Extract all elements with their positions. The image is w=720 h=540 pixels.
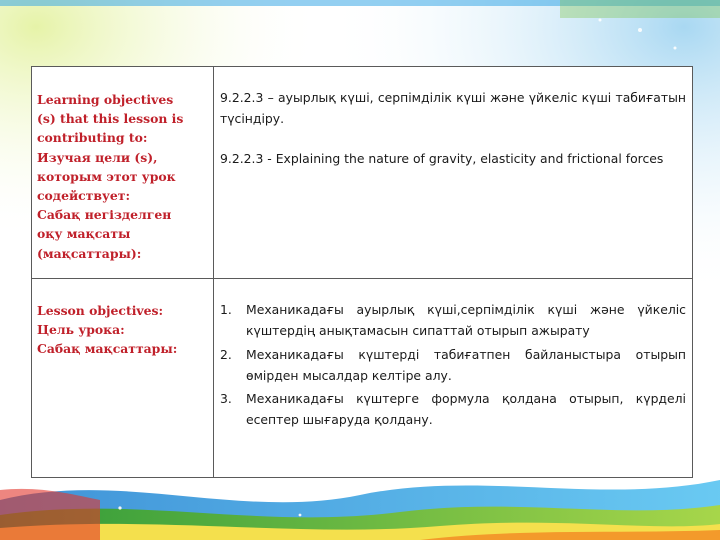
label-line: Lesson objectives:: [37, 303, 164, 318]
objective-english-text: 9.2.2.3 - Explaining the nature of gravity, elasticity and frictional forces: [220, 150, 664, 166]
objectives-list: [220, 299, 686, 431]
table-row: [32, 279, 693, 478]
objective-kazakh-text: 9.2.2.3 – ауырлық күші, серпімділік күші және үйкеліс күші табиғатын түсіндіру.: [220, 90, 686, 127]
label-line: Learning objectives: [37, 92, 174, 107]
list-item: [220, 344, 686, 387]
label-line: Сабақ мақсаттары:: [37, 341, 178, 357]
label-line: которым этот урок: [37, 168, 176, 184]
learning-objectives-content: [214, 67, 693, 279]
list-number: 1.: [220, 302, 232, 317]
label-line: Изучая цели (s),: [37, 149, 158, 165]
label-line: Сабақ негізделген: [37, 207, 172, 223]
list-item-text: Механикадағы күштерді табиғатпен байланыстыра отырып өмірден мысалдар келтіре алу.: [246, 346, 686, 383]
label-line: contributing to:: [37, 130, 148, 146]
list-number: 2.: [220, 346, 232, 362]
list-item-text: Механикадағы күштерге формула қолдана отырып, күрделі есептер шығаруда қолдану.: [246, 391, 686, 428]
label-line: (мақсаттары):: [37, 245, 142, 261]
lesson-objectives-content: [214, 279, 693, 478]
label-line: Цель урока:: [37, 322, 125, 338]
learning-objectives-label: [32, 67, 214, 279]
lesson-objectives-label: [32, 279, 214, 478]
list-number: 3.: [220, 391, 232, 407]
list-item: [220, 299, 686, 342]
label-line: содействует:: [37, 188, 131, 204]
label-line: оқу мақсаты: [37, 226, 131, 242]
objectives-table: [31, 66, 693, 478]
table-row: [32, 67, 693, 279]
list-item: [220, 388, 686, 431]
label-line: (s) that this lesson is: [37, 111, 184, 127]
list-item-text: Механикадағы ауырлық күші,серпімділік күші және үйкеліс күштердің анықтамасын сипаттай отырып ажырату: [246, 302, 686, 339]
